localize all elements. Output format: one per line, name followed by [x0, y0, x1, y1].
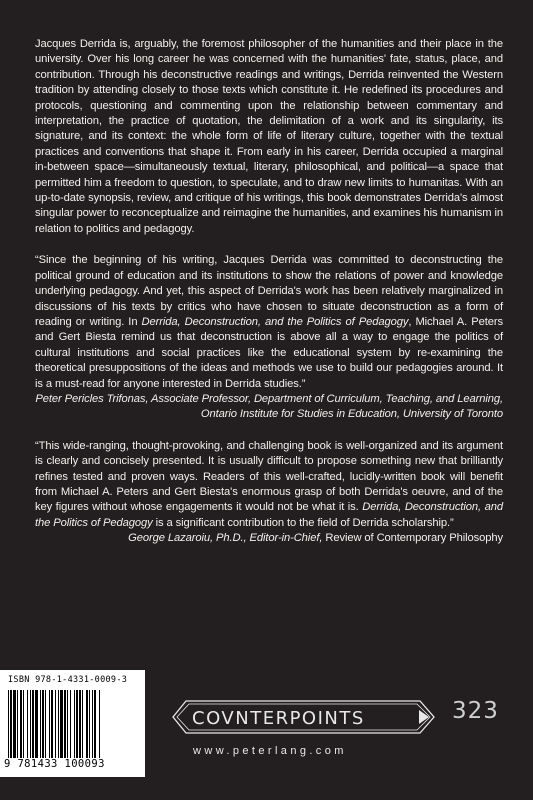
barcode-bar [89, 690, 90, 758]
barcode-bar [67, 690, 68, 758]
barcode-bar [10, 690, 12, 758]
barcode-bar [76, 690, 78, 758]
barcode-bar [13, 690, 16, 758]
barcode-bar [49, 690, 50, 758]
barcode-bar [32, 690, 34, 758]
barcode-bar [86, 690, 88, 758]
barcode-bar [40, 690, 41, 758]
barcode-bar [35, 690, 38, 758]
barcode-bar [58, 690, 59, 758]
endorsement-quote [35, 439, 503, 531]
barcode-bar [27, 690, 28, 758]
barcode-bar [74, 690, 75, 758]
barcode-bar [64, 690, 66, 758]
barcode-bar [51, 690, 53, 758]
endorsement-attribution [35, 531, 503, 546]
book-description: Jacques Derrida is, arguably, the foremost philosopher of the humanities and their place in the university. Over his long career he was concerned with the humanities' fate, status, place, and contribution. Through his deconstructive readings and writings, Derrida reinvented the Western tradition by attending closely to those texts which constitute it. He redefined its procedures and protocols, questioning and commenting upon the relationship between commentary and interpretation, the practice of quotation, the delimitation of a work and its singularity, its signature, and its context: the whole form of life of literary culture, together with the textual practices and conventions that shape it. From early in his career, Derrida occupied a marginal in-between space—simultaneously textual, literary, philosophical, and political—a space that permitted him a freedom to question, to speculate, and to draw new limits to humanitas. With an up-to-date synopsis, review, and critique of his writings, this book demonstrates Derrida's almost singular power to reconceptualize and reimagine the humanities, and examines his humanism in relation to politics and pedagogy. [35, 38, 503, 235]
series-logo-text: COVNTERPOINTS [192, 708, 365, 729]
series-number: 323 [452, 698, 499, 724]
attribution-name: Peter Pericles Trifonas, Associate Professor, Department of Curriculum, Teaching, and Learning, Ontario Institute for Studies in Education, University of Toronto [35, 392, 503, 421]
barcode-bar [17, 690, 18, 758]
quote-text: is a significant contribution to the field of Derrida scholarship.” [152, 516, 454, 529]
quote-text: “This wide-ranging, thought-provoking, and challenging book is well-organized and its argument is clearly and concisely presented. It is usually difficult to propose something new that brilliantly refines tested and proven ways. Readers of this well-crafted, lucidly-written book will benefit from Michael A. Peters and Gert Biesta's enormous grasp of both Derrida's oeuvre, and of the key figures without whose engagements it would not be what it is. [35, 439, 503, 514]
barcode-bar [99, 690, 100, 758]
barcode-bar [82, 690, 83, 758]
isbn-barcode [0, 670, 145, 777]
quote-text: , Michael A. Peters and Gert Biesta remind us that deconstruction is above all a way to engage the politics of cultural institutions and social practices like the educational system by re-examining the theoretical presuppositions of the ideas and methods we use to build our pedagogies around. It is a must-read for anyone interested in Derrida studies.” [35, 315, 503, 390]
barcode-icon [8, 690, 137, 758]
barcode-bar [23, 690, 24, 758]
barcode-bar [42, 690, 44, 758]
barcode-bar [30, 690, 31, 758]
book-title: Derrida, Deconstruction, and the Politics of Pedagogy [35, 501, 503, 529]
endorsement-attribution [35, 392, 503, 423]
barcode-bar [45, 690, 46, 758]
barcode-bar [70, 690, 71, 758]
counterpoints-logo [172, 700, 442, 734]
barcode-bar [55, 690, 56, 758]
barcode-number: 9 781433 100093 [4, 758, 105, 770]
attribution-name: George Lazaroiu, Ph.D., Editor-in-Chief, [128, 532, 326, 545]
back-cover-text [35, 37, 503, 563]
quote-text: “Since the beginning of his writing, Jacques Derrida was committed to deconstructing the political ground of education and its institutions to show the relations of power and knowledge underlying pedagogy. And yet, this aspect of Derrida's work has been relatively marginalized in discussions of his texts by critics who have chosen to situate deconstruction as a form of reading or writing. In [35, 254, 503, 328]
barcode-bar [94, 690, 96, 758]
barcode-bar [8, 690, 9, 758]
barcode-bar [92, 690, 93, 758]
barcode-bar [79, 690, 81, 758]
publisher-url: www.peterlang.com [193, 745, 347, 757]
attribution-publication: Review of Contemporary Philosophy [325, 532, 503, 545]
book-title: Derrida, Deconstruction, and the Politics of Pedagogy [141, 315, 409, 328]
barcode-bar [60, 690, 63, 758]
barcode-bar [20, 690, 22, 758]
isbn-label: ISBN 978-1-4331-0009-3 [8, 675, 128, 685]
play-arrow-icon [419, 710, 429, 724]
endorsement-quote [35, 253, 503, 392]
